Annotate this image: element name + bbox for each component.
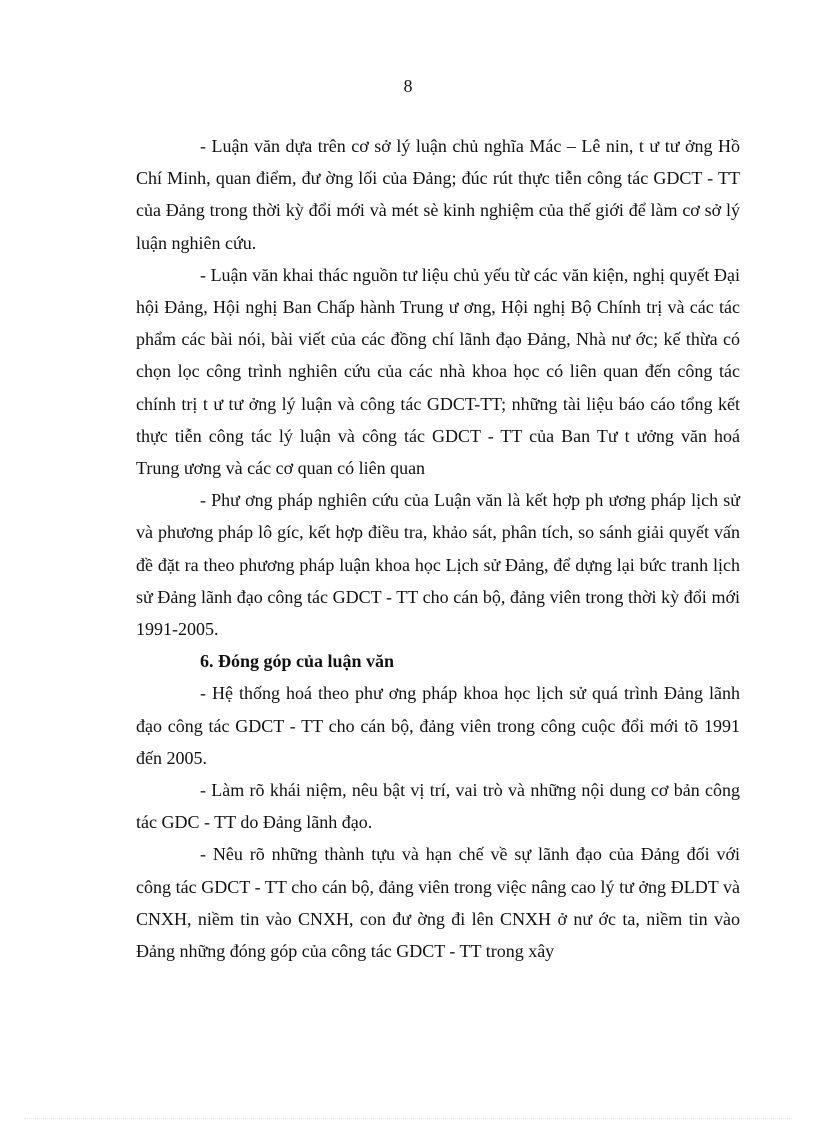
paragraph-contribution-achievements: - Nêu rõ những thành tựu và hạn chế về sự lãnh đạo của Đảng đối với công tác GDCT - TT cho cán bộ, đảng viên trong việc nâng cao lý tư ởng ĐLDT và CNXH, niềm tin vào CNXH, con đư ờng đi lên CNXH ở nư ớc ta, niềm tin vào Đảng những đóng góp của công tác GDCT - TT trong xây bbox=[136, 844, 740, 962]
paragraph-theoretical-basis: - Luận văn dựa trên cơ sở lý luận chủ nghĩa Mác – Lê nin, t ư tư ởng Hồ Chí Minh, quan điểm, đư ờng lối của Đảng; đúc rút thực tiễn công tác GDCT - TT của Đảng trong thời kỳ đổi mới và mét sè kinh nghiệm của thế giới để làm cơ sở lý luận nghiên cứu. bbox=[136, 136, 740, 253]
section-heading-contributions: 6. Đóng góp của luận văn bbox=[200, 651, 395, 672]
paragraph-contribution-systematize: - Hệ thống hoá theo phư ơng pháp khoa học lịch sử quá trình Đảng lãnh đạo công tác GDCT - TT cho cán bộ, đảng viên trong công cuộc đổi mới tõ 1991 đến 2005. bbox=[136, 683, 740, 768]
document-body bbox=[136, 130, 740, 967]
page-bottom-divider bbox=[24, 1118, 792, 1119]
paragraph-contribution-clarify: - Làm rõ khái niệm, nêu bật vị trí, vai trò và những nội dung cơ bản công tác GDC - TT do Đảng lãnh đạo. bbox=[136, 780, 740, 833]
paragraph-methodology: - Phư ơng pháp nghiên cứu của Luận văn là kết hợp ph ương pháp lịch sử và phương pháp lô gíc, kết hợp điều tra, khảo sát, phân tích, so sánh giải quyết vấn đề đặt ra theo phương pháp luận khoa học Lịch sử Đảng, để dựng lại bức tranh lịch sử Đảng lãnh đạo công tác GDCT - TT cho cán bộ, đảng viên trong thời kỳ đổi mới 1991-2005. bbox=[136, 490, 740, 640]
paragraph-sources: - Luận văn khai thác nguồn tư liệu chủ yếu từ các văn kiện, nghị quyết Đại hội Đảng, Hội nghị Ban Chấp hành Trung ư ơng, Hội nghị Bộ Chính trị và các tác phẩm các bài nói, bài viết của các đồng chí lãnh đạo Đảng, Nhà nư ớc; kế thừa có chọn lọc công trình nghiên cứu của các nhà khoa học có liên quan đến công tác chính trị t ư tư ởng lý luận và công tác GDCT-TT; những tài liệu báo cáo tổng kết thực tiễn công tác lý luận và công tác GDCT - TT của Ban Tư t ưởng văn hoá Trung ương và các cơ quan có liên quan bbox=[136, 264, 740, 479]
page-number: 8 bbox=[403, 76, 413, 96]
